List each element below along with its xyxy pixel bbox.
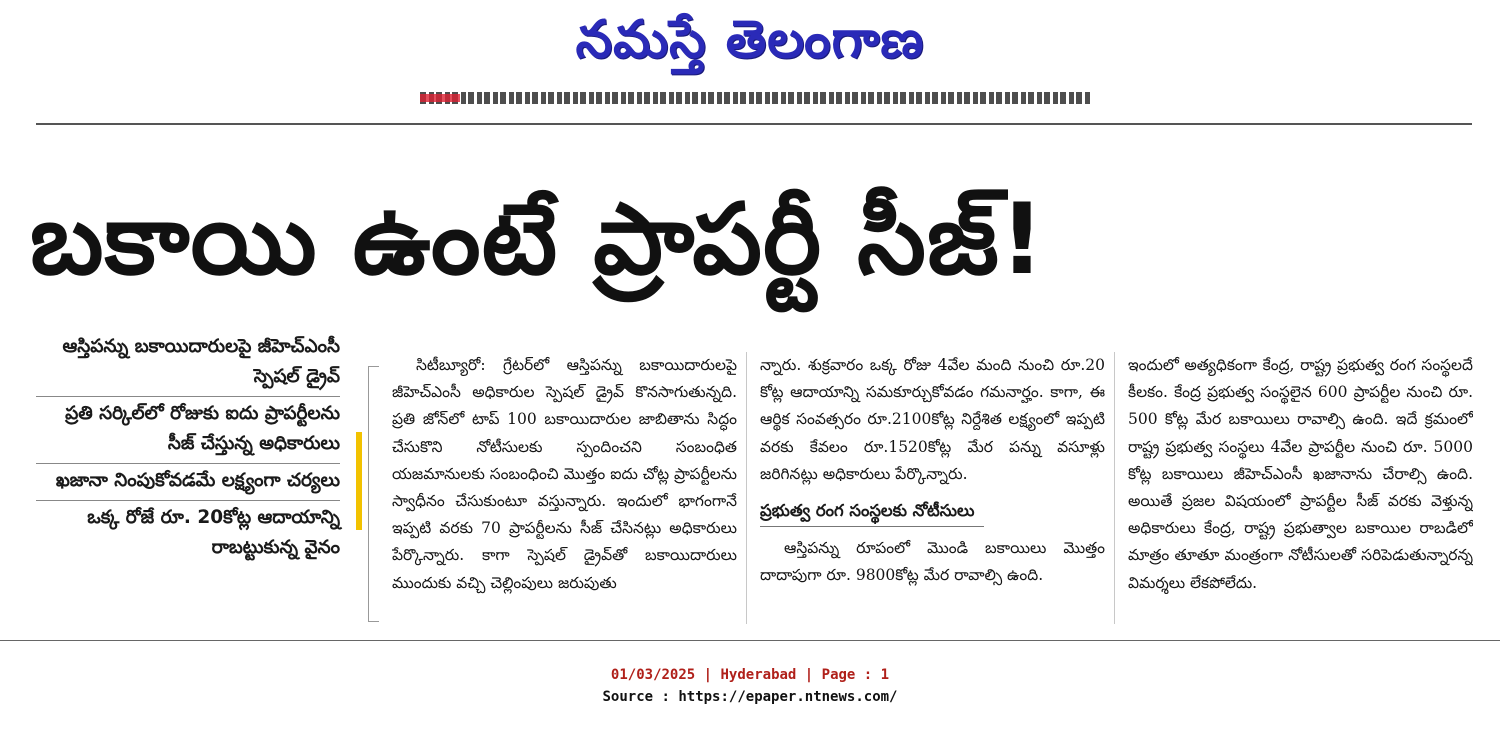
highlight-item: ఖజానా నింపుకోవడమే లక్ష్యంగా చర్యలు [36, 464, 340, 501]
top-divider [36, 123, 1472, 125]
masthead-logo: నమస్తే తెలంగాణ [575, 10, 925, 70]
clipped-text-red-mark [420, 94, 460, 102]
article-paragraph: ఆస్తిపన్ను రూపంలో మొండి బకాయిలు మొత్తం దాదాపుగా రూ. 9800కోట్ల మేర రావాల్సి ఉంది. [760, 539, 1105, 585]
footer-dateline: 01/03/2025 | Hyderabad | Page : 1 [610, 667, 890, 683]
footer-source-link[interactable]: Source : https://epaper.ntnews.com/ [602, 689, 898, 705]
bottom-divider [0, 640, 1500, 641]
accent-bar [356, 432, 362, 530]
clipped-text-strip [420, 92, 1090, 104]
footer [0, 664, 1500, 708]
column-divider [746, 352, 747, 624]
article-paragraph: ఇందులో అత్యధికంగా కేంద్ర, రాష్ట్ర ప్రభుత్వ రంగ సంస్థలదే కీలకం. కేంద్ర ప్రభుత్వ సంస్థలైన 600 ప్రాపర్టీల నుంచి రూ. 500 కోట్ల మేర బకాయిలు రావాల్సి ఉంది. ఇదే క్రమంలో రాష్ట్ర ప్రభుత్వ సంస్థలు 4వేల ప్రాపర్టీల నుంచి రూ. 5000 కోట్ల బకాయిలు జీహెచ్‌ఎంసీ ఖజానాను చేరాల్సి ఉంది. అయితే ప్రజల విషయంలో ప్రాపర్టీల సీజ్‌ వరకు వెళ్తున్న అధికారులు కేంద్ర, రాష్ట్ర ప్రభుత్వాల బకాయిల రాబడిలో మాత్రం తూతూ మంత్రంగా నోటీసులతో సరిపెడుతున్నారన్న విమర్శలు లేకపోలేదు. [1128, 356, 1473, 592]
article-paragraph: సిటీబ్యూరో: గ్రేటర్‌లో ఆస్తిపన్ను బకాయిదారులపై జీహెచ్‌ఎంసీ అధికారుల స్పెషల్‌ డ్రైవ్‌ కొనసాగుతున్నది. ప్రతి జోన్‌లో టాప్‌ 100 బకాయిదారుల జాబితాను సిద్ధం చేసుకొని నోటీసులకు స్పందించని సంబంధిత యజమానులకు సంబంధించి మొత్తం ఐదు చోట్ల ప్రాపర్టీలను స్వాధీనం చేసుకుంటూ వస్తున్నారు. ఇందులో భాగంగానే ఇప్పటి వరకు 70 ప్రాపర్టీలను సీజ్‌ చేసినట్లు అధికారులు పేర్కొన్నారు. కాగా స్పెషల్‌ డ్రైవ్‌తో బకాయిదారులు ముందుకు వచ్చి చెల్లింపులు జరుపుతు [392, 356, 737, 592]
highlight-item: ఒక్క రోజే రూ. 20కోట్ల ఆదాయాన్ని రాబట్టుకున్న వైనం [87, 507, 340, 558]
article-paragraph: న్నారు. శుక్రవారం ఒక్క రోజు 4వేల మంది నుంచి రూ.20 కోట్ల ఆదాయాన్ని సమకూర్చుకోవడం గమనార్హం. కాగా, ఈ ఆర్థిక సంవత్సరం రూ.2100కోట్ల నిర్దేశిత లక్ష్యంలో ఇప్పటి వరకు కేవలం రూ.1520కోట్ల మేర పన్ను వసూళ్లు జరిగినట్లు అధికారులు పేర్కొన్నారు. [760, 356, 1105, 483]
article-column-1 [392, 352, 737, 624]
article-subhead: ప్రభుత్వ రంగ సంస్థలకు నోటీసులు [760, 496, 984, 527]
article-column-3 [1128, 352, 1473, 624]
article-column-2 [760, 352, 1105, 624]
highlight-item: ప్రతి సర్కిల్‌లో రోజుకు ఐదు ప్రాపర్టీలను సీజ్‌ చేస్తున్న అధికారులు [36, 397, 340, 464]
headline: బకాయి ఉంటే ప్రాపర్టీ సీజ్‌! [30, 183, 1046, 297]
column-divider [1114, 352, 1115, 624]
highlights-box [36, 330, 340, 622]
masthead [0, 2, 1500, 78]
highlight-item: ఆస్తిపన్ను బకాయిదారులపై జీహెచ్‌ఎంసీ స్పెషల్‌ డ్రైవ్‌ [36, 330, 340, 397]
column-bracket [368, 366, 379, 622]
